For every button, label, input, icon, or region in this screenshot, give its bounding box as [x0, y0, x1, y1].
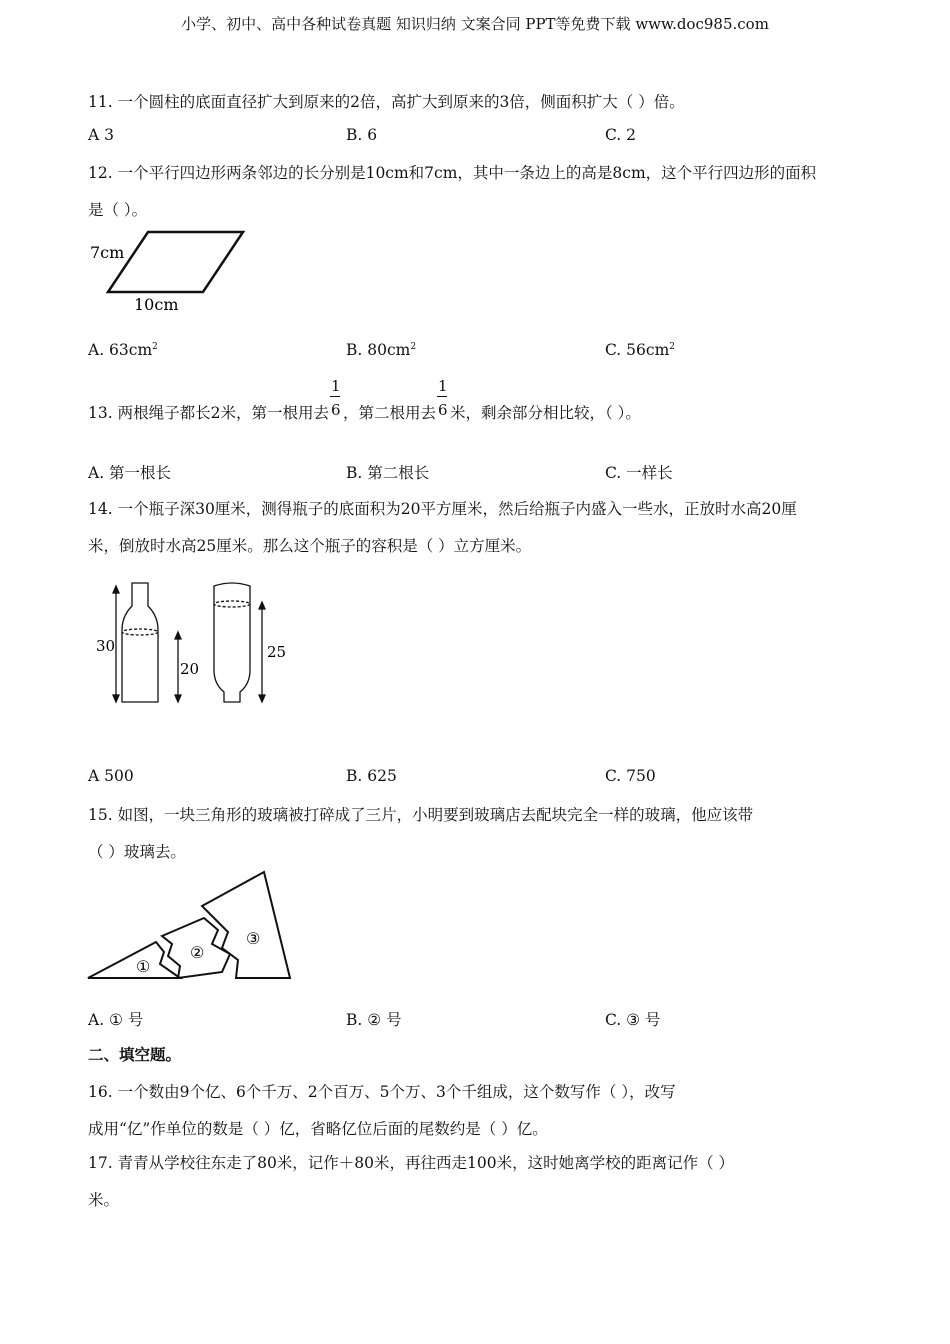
q16-line1: 16. 一个数由9个亿、6个千万、2个百万、5个万、3个千组成，这个数写作（ ），改写 [88, 1083, 676, 1101]
q12-option-a: A. $63cm^2$ [88, 341, 158, 359]
q11-option-a: A 3 [88, 126, 114, 144]
broken-glass-figure [86, 868, 296, 986]
fraction-one-sixth-meter: $\frac{1}{6}$ [437, 377, 448, 419]
q15-option-a: A. ① 号 [88, 1011, 144, 1029]
glass-piece-1 [88, 942, 180, 978]
label-25: 25 [267, 643, 287, 661]
upright-bottle [122, 583, 158, 702]
page-header: 小学、初中、高中各种试卷真题 知识归纳 文案合同 PPT等免费下载 www.doc985.com [181, 15, 769, 33]
bottle-figure [92, 578, 302, 713]
q13-stem: 13. 两根绳子都长2米，第一根用去 $\frac{1}{6}$ ，第二根用去 $\frac{1}{6}$ 米，剩余部分相比较，（ ）。 [88, 377, 641, 422]
glass-label-1: ① [136, 957, 151, 976]
q13-option-b: B. 第二根长 [346, 464, 430, 482]
parallelogram-side-label: 7cm [90, 243, 125, 262]
parallelogram-base-label: 10cm [134, 295, 179, 314]
q12-stem-line2: 是（ ）。 [88, 201, 148, 219]
glass-piece-3 [202, 872, 290, 978]
q15-stem-line1: 15. 如图，一块三角形的玻璃被打碎成了三片，小明要到玻璃店去配块完全一样的玻璃，他应该带 [88, 806, 754, 824]
q11-option-b: B. 6 [346, 126, 378, 144]
q14-option-b: B. 625 [346, 767, 397, 785]
q12-option-b: B. $80cm^2$ [346, 341, 417, 359]
glass-label-2: ② [190, 943, 205, 962]
q14-stem-line2: 米，倒放时水高25厘米。那么这个瓶子的容积是（ ）立方厘米。 [88, 537, 532, 555]
q15-option-b: B. ② 号 [346, 1011, 402, 1029]
q14-stem-line1: 14. 一个瓶子深30厘米，测得瓶子的底面积为20平方厘米，然后给瓶子内盛入一些水，正放时水高20厘 [88, 500, 797, 518]
q14-option-a: A 500 [88, 767, 134, 785]
label-20: 20 [180, 660, 200, 678]
q11-stem: 11. 一个圆柱的底面直径扩大到原来的2倍，高扩大到原来的3倍，侧面积扩大（ ）倍。 [88, 93, 685, 111]
q12-option-c: C. $56cm^2$ [605, 341, 675, 359]
parallelogram-figure [88, 228, 258, 318]
q17-line2: 米。 [88, 1191, 120, 1209]
q13-option-c: C. 一样长 [605, 464, 673, 482]
q11-option-c: C. 2 [605, 126, 637, 144]
q12-stem-line1: 12. 一个平行四边形两条邻边的长分别是10cm和7cm，其中一条边上的高是8cm，这个平行四边形的面积 [88, 164, 817, 182]
label-30: 30 [96, 637, 116, 655]
q17-line1: 17. 青青从学校往东走了80米，记作＋80米，再往西走100米，这时她离学校的距离记作（ ） [88, 1154, 735, 1172]
glass-label-3: ③ [246, 929, 261, 948]
fraction-one-sixth: $\frac{1}{6}$ [330, 377, 341, 419]
q15-stem-line2: （ ）玻璃去。 [88, 843, 186, 861]
q14-option-c: C. 750 [605, 767, 656, 785]
q16-line2: 成用“亿”作单位的数是（ ）亿，省略亿位后面的尾数约是（ ）亿。 [88, 1120, 548, 1138]
q15-option-c: C. ③ 号 [605, 1011, 661, 1029]
section-title-fill-in: 二、填空题。 [88, 1046, 182, 1064]
q13-option-a: A. 第一根长 [88, 464, 172, 482]
parallelogram-shape [108, 232, 243, 292]
